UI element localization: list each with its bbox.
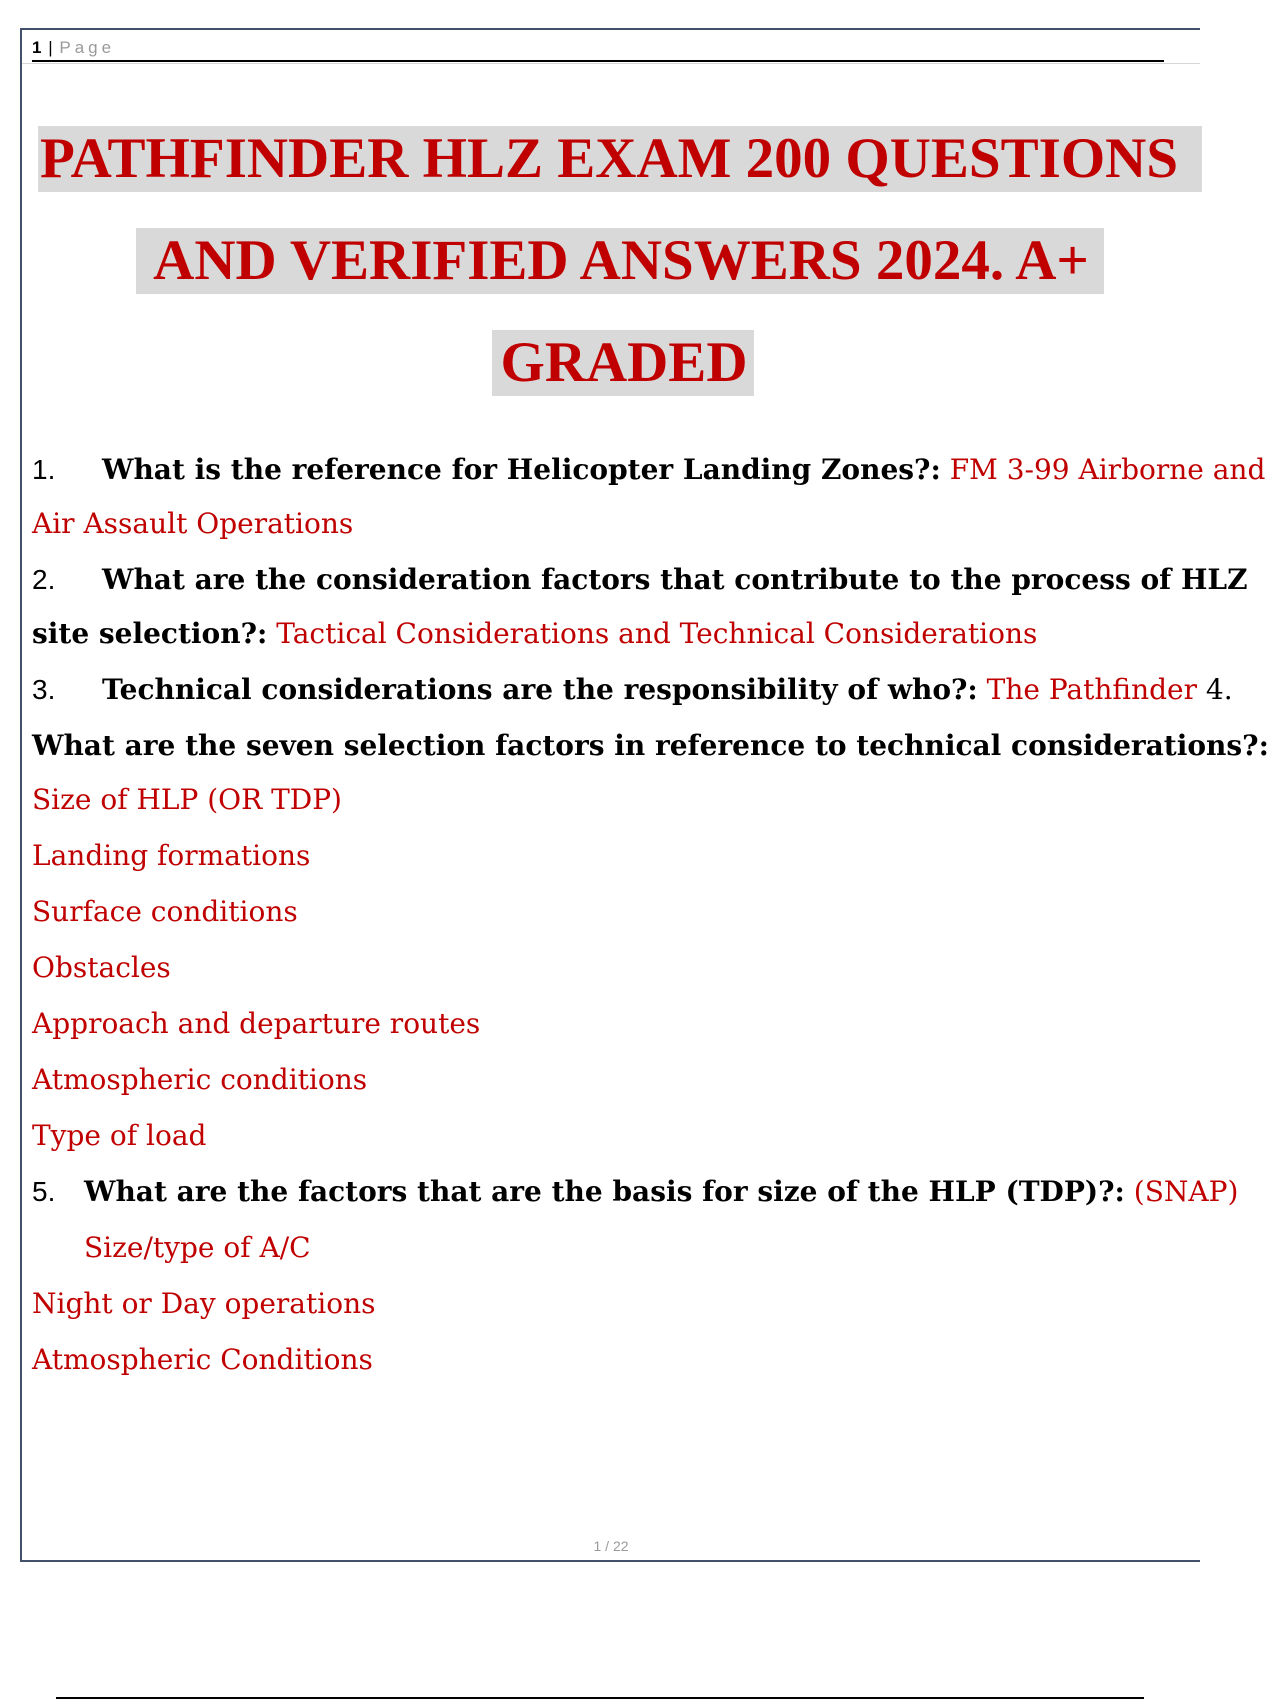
answer-4-item-1: Size of HLP (OR TDP) <box>32 783 342 816</box>
question-4 <box>32 726 1269 766</box>
answer-5-item-1: Size/type of A/C <box>84 1231 311 1264</box>
answer-1-continued <box>32 504 1200 544</box>
answer-1-part-1: FM 3-99 Airborne and <box>949 453 1266 486</box>
question-5-text: What are the factors that are the basis for size of the HLP (TDP)?: <box>84 1175 1125 1208</box>
answer-4-item <box>32 948 1200 988</box>
answer-4-item <box>32 1004 1200 1044</box>
question-4-text: What are the seven selection factors in reference to technical considerations?: <box>32 729 1269 762</box>
question-2-continued <box>32 614 1200 654</box>
document-page <box>20 28 1269 1562</box>
answer-1-part-2: Air Assault Operations <box>32 507 354 540</box>
question-1-number: 1. <box>32 454 56 485</box>
answer-2: Tactical Considerations and Technical Considerations <box>276 617 1038 650</box>
answer-4-item <box>32 1060 1200 1100</box>
question-5 <box>32 1172 1239 1212</box>
question-3-text: Technical considerations are the responsibility of who?: <box>102 673 978 706</box>
page-header <box>32 36 1164 62</box>
answer-4-item <box>32 1116 1200 1156</box>
answer-5-item <box>84 1228 1184 1268</box>
answer-4-item <box>32 780 1200 820</box>
answer-5-item-2: Night or Day operations <box>32 1287 376 1320</box>
answer-4-item <box>32 892 1200 932</box>
page-word: Page <box>59 38 116 57</box>
question-2-number: 2. <box>32 564 56 595</box>
answer-5-item <box>32 1340 1200 1380</box>
title-line-1: PATHFINDER HLZ EXAM 200 QUESTIONS <box>38 126 1202 192</box>
question-5-number: 5. <box>32 1176 56 1207</box>
header-separator: | <box>48 38 53 57</box>
answer-4-item <box>32 836 1200 876</box>
answer-4-item-6: Atmospheric conditions <box>32 1063 368 1096</box>
question-2-text-part-2: site selection?: <box>32 617 268 650</box>
title-line-3: GRADED <box>492 330 754 396</box>
question-1 <box>32 450 1266 490</box>
page-number: 1 <box>32 38 42 57</box>
answer-4-item-5: Approach and departure routes <box>32 1007 481 1040</box>
question-3 <box>32 670 1233 710</box>
answer-4-item-4: Obstacles <box>32 951 171 984</box>
page-counter: 1 / 22 <box>593 1538 629 1554</box>
title-line-2: AND VERIFIED ANSWERS 2024. A+ <box>136 228 1104 294</box>
answer-5-item-3: Atmospheric Conditions <box>32 1343 373 1376</box>
answer-3: The Pathfinder <box>986 673 1197 706</box>
answer-4-item-7: Type of load <box>32 1119 207 1152</box>
answer-4-item-3: Surface conditions <box>32 895 298 928</box>
answer-4-item-2: Landing formations <box>32 839 311 872</box>
answer-5-intro: (SNAP) <box>1133 1175 1239 1208</box>
header-rule <box>22 63 1200 64</box>
bottom-rule <box>56 1697 1144 1699</box>
question-2-text-part-1: What are the consideration factors that contribute to the process of HLZ <box>102 563 1248 596</box>
question-1-text: What is the reference for Helicopter Landing Zones?: <box>102 453 941 486</box>
question-2 <box>32 560 1248 600</box>
question-4-number: 4. <box>1205 673 1233 706</box>
answer-5-item <box>32 1284 1200 1324</box>
question-3-number: 3. <box>32 674 56 705</box>
